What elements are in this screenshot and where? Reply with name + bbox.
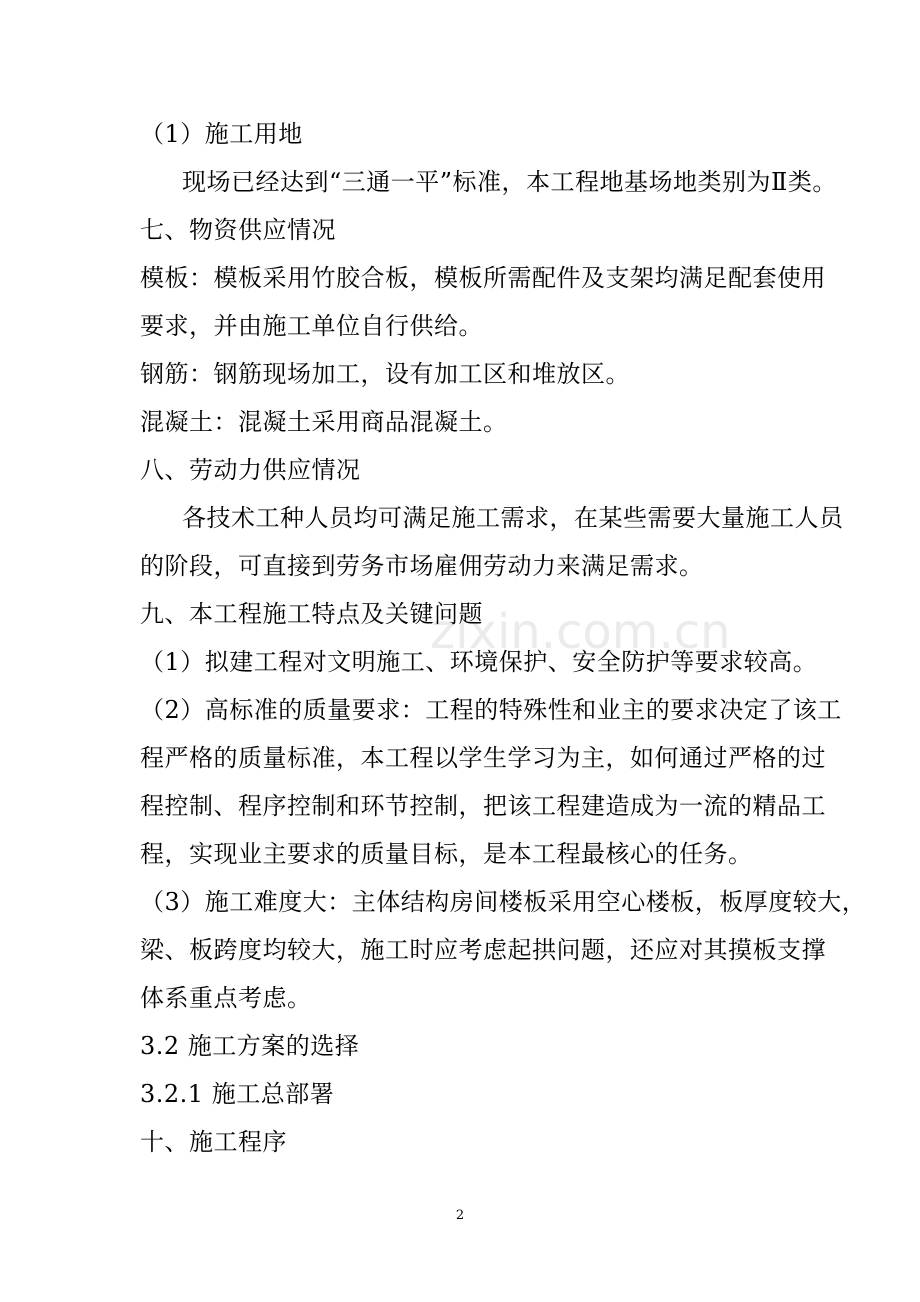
paragraph-labor-cont: 的阶段，可直接到劳务市场雇佣劳动力来满足需求。 <box>140 552 704 580</box>
section-3-2-plan-selection: 3.2 施工方案的选择 <box>140 1032 360 1060</box>
item-2-quality-requirement: （2）高标准的质量要求：工程的特殊性和业主的要求决定了该工 <box>140 696 842 724</box>
item-2-quality-cont-2: 程控制、程序控制和环节控制，把该工程建造成为一流的精品工 <box>140 792 826 820</box>
heading-labor-supply: 八、劳动力供应情况 <box>140 456 361 484</box>
section-3-2-1-general-deployment: 3.2.1 施工总部署 <box>140 1080 335 1108</box>
paragraph-labor: 各技术工种人员均可满足施工需求，在某些需要大量施工人员 <box>182 504 844 532</box>
item-2-quality-cont-1: 程严格的质量标准，本工程以学生学习为主，如何通过严格的过 <box>140 744 826 772</box>
item-2-quality-cont-3: 程，实现业主要求的质量目标，是本工程最核心的任务。 <box>140 840 753 868</box>
paragraph-concrete: 混凝土：混凝土采用商品混凝土。 <box>140 408 508 436</box>
item-3-difficulty-cont-2: 体系重点考虑。 <box>140 984 312 1012</box>
watermark: zixin.com.cn <box>430 604 731 660</box>
paragraph-formwork: 模板：模板采用竹胶合板，模板所需配件及支架均满足配套使用 <box>140 264 826 292</box>
subheading-construction-land: （1）施工用地 <box>140 120 303 148</box>
heading-construction-procedure: 十、施工程序 <box>140 1128 287 1156</box>
paragraph-formwork-cont: 要求，并由施工单位自行供给。 <box>140 312 483 340</box>
heading-key-issues: 九、本工程施工特点及关键问题 <box>140 600 483 628</box>
item-1-civilized-construction: （1）拟建工程对文明施工、环境保护、安全防护等要求较高。 <box>140 648 818 676</box>
page-number: 2 <box>455 1208 465 1223</box>
paragraph-site-condition: 现场已经达到“三通一平”标准，本工程地基场地类别为Ⅱ类。 <box>182 168 837 196</box>
item-3-difficulty-cont-1: 梁、板跨度均较大，施工时应考虑起拱问题，还应对其摸板支撑 <box>140 936 826 964</box>
item-3-difficulty: （3）施工难度大：主体结构房间楼板采用空心楼板，板厚度较大， <box>140 888 867 916</box>
heading-material-supply: 七、物资供应情况 <box>140 216 336 244</box>
paragraph-rebar: 钢筋：钢筋现场加工，设有加工区和堆放区。 <box>140 360 630 388</box>
